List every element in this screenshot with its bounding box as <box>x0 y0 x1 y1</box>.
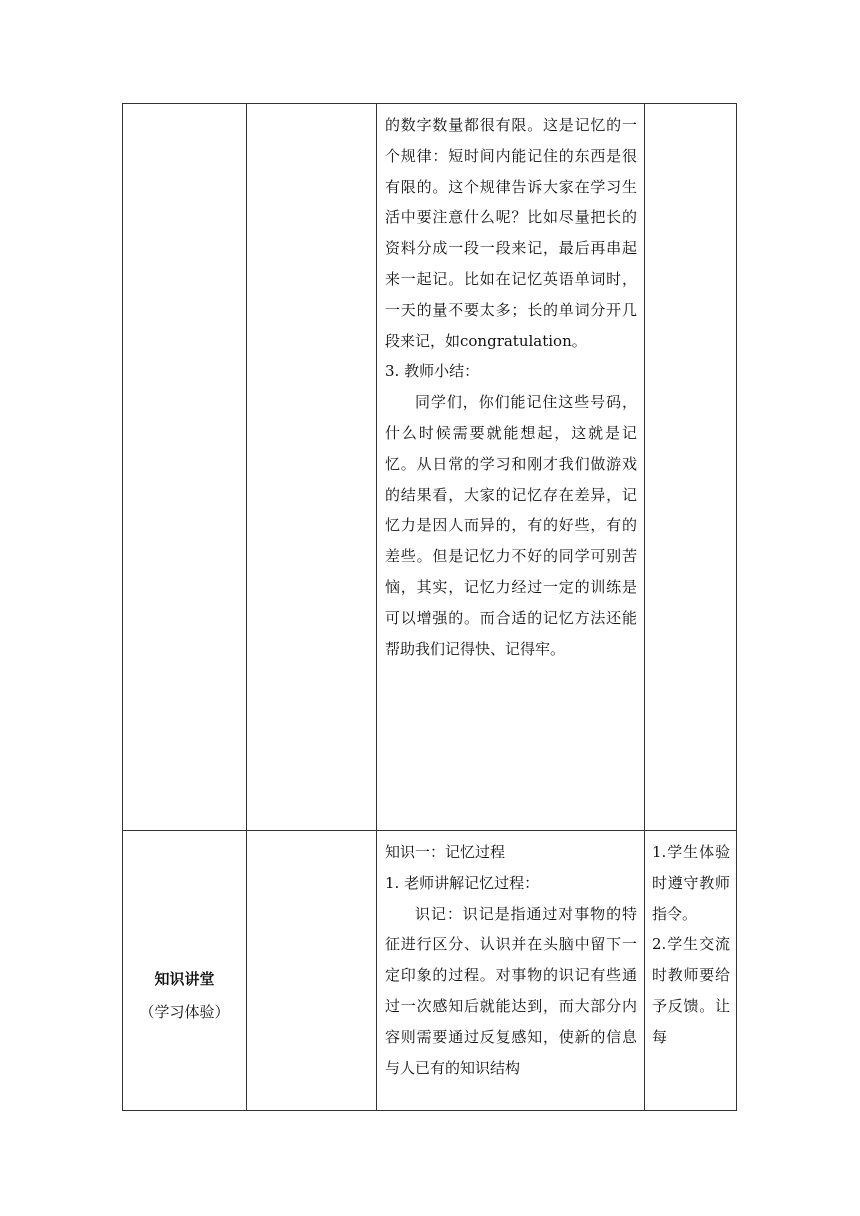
lesson-plan-table <box>122 103 737 1111</box>
notes-cell <box>645 831 737 1111</box>
notes-cell <box>645 104 737 831</box>
step-heading: 1. 老师讲解记忆过程： <box>385 873 540 892</box>
section-cell <box>123 831 247 1111</box>
section-cell <box>123 104 247 831</box>
note-item: 2.学生交流时教师要给予反馈。让每 <box>652 935 730 1046</box>
table-row <box>123 104 737 831</box>
note-item: 1.学生体验时遵守教师指令。 <box>652 843 730 923</box>
content-paragraph: 的数字数量都很有限。这是记忆的一个规律：短时间内能记住的东西是很有限的。这个规律告诉大家在学习生活中要注意什么呢？比如尽量把长的资料分成一段一段来记，最后再串起来一起记。比如在记忆英语单词时，一天的量不要太多；长的单词分开几段来记，如congratulation。 <box>385 116 637 350</box>
section-title: 知识讲堂 <box>154 969 215 988</box>
activity-cell <box>247 104 377 831</box>
content-paragraph: 同学们，你们能记住这些号码，什么时候需要就能想起，这就是记忆。从日常的学习和刚才我们做游戏的结果看，大家的记忆存在差异，记忆力是因人而异的，有的好些，有的差些。但是记忆力不好的同学可别苦恼，其实，记忆力经过一定的训练是可以增强的。而合适的记忆方法还能帮助我们记得快、记得牢。 <box>385 393 637 658</box>
content-paragraph: 识记：识记是指通过对事物的特征进行区分、认识并在头脑中留下一定印象的过程。对事物的识记有些通过一次感知后就能达到，而大部分内容则需要通过反复感知，使新的信息与人已有的知识结构 <box>385 904 637 1077</box>
table-row <box>123 831 737 1111</box>
activity-cell <box>247 831 377 1111</box>
section-subtitle: （学习体验） <box>139 1002 230 1021</box>
summary-heading: 3. 教师小结： <box>385 362 480 381</box>
content-cell <box>377 831 645 1111</box>
knowledge-heading: 知识一：记忆过程 <box>385 843 506 861</box>
content-cell <box>377 104 645 831</box>
